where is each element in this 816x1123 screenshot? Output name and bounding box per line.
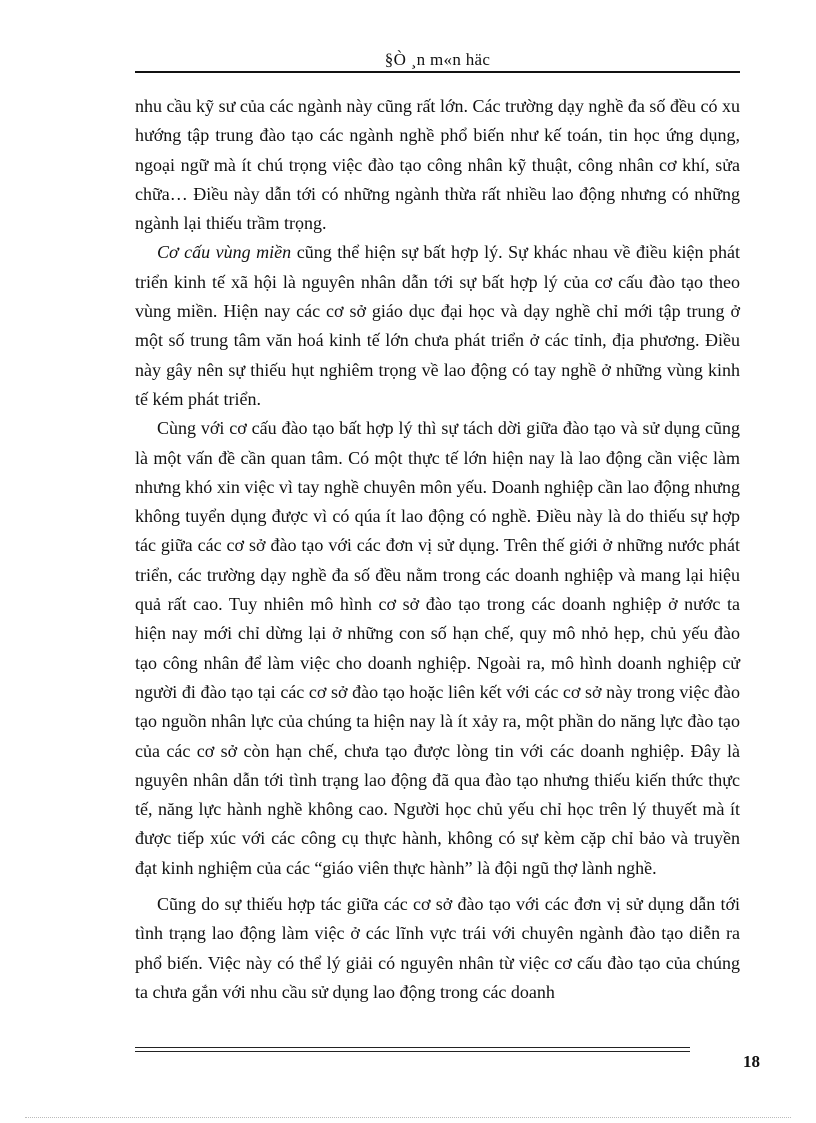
header-divider [135,71,740,73]
paragraph-1: nhu cầu kỹ sư của các ngành này cũng rất lớn. Các trường dạy nghề đa số đều có xu hướng tập trung đào tạo các ngành nghề phổ biến như kế toán, tin học ứng dụng, ngoại ngữ mà ít chú trọng việc đào tạo công nhân kỹ thuật, công nhân cơ khí, sửa chữa… Điều này dẫn tới có những ngành thừa rất nhiều lao động nhưng có những ngành lại thiếu trầm trọng. [135,96,740,234]
page-bottom-edge [25,1117,791,1118]
paragraph-2-italic-lead: Cơ cấu vùng miền [157,242,292,263]
paragraph-2 [135,238,740,414]
document-body [135,92,740,1007]
page-number: 18 [743,1052,760,1071]
paragraph-2-text: cũng thể hiện sự bất hợp lý. Sự khác nhau về điều kiện phát triển kinh tế xã hội là nguyên nhân dẫn tới sự bất hợp lý của cơ cấu đào tạo theo vùng miền. Hiện nay các cơ sở giáo dục đại học và dạy nghề chỉ mới tập trung ở một số trung tâm văn hoá kinh tế lớn chưa phát triển ở các tỉnh, địa phương. Điều này gây nên sự thiếu hụt nghiêm trọng về lao động có tay nghề ở những vùng kinh tế kém phát triển. [135,242,740,409]
page-header-title: §Ò ¸n m«n häc [384,50,491,69]
paragraph-4: Cũng do sự thiếu hợp tác giữa các cơ sở đào tạo với các đơn vị sử dụng dẫn tới tình trạng lao động làm việc ở các lĩnh vực trái với chuyên ngành đào tạo diễn ra phổ biến. Việc này có thể lý giải có nguyên nhân từ việc cơ cấu đào tạo của chúng ta chưa gắn với nhu cầu sử dụng lao động trong các doanh [135,894,740,1002]
paragraph-3: Cùng với cơ cấu đào tạo bất hợp lý thì sự tách dời giữa đào tạo và sử dụng cũng là một vấn đề cần quan tâm. Có một thực tế lớn hiện nay là lao động cần việc làm nhưng khó xin việc vì tay nghề chuyên môn yếu. Doanh nghiệp cần lao động nhưng không tuyển dụng được vì có qúa ít lao động có nghề. Điều này là do thiếu sự hợp tác giữa các cơ sở đào tạo với các đơn vị sử dụng. Trên thế giới ở những nước phát triển, các trường dạy nghề đa số đều nằm trong các doanh nghiệp và mang lại hiệu quả rất cao. Tuy nhiên mô hình cơ sở đào tạo trong các doanh nghiệp ở nước ta hiện nay mới chỉ dừng lại ở những con số hạn chế, quy mô nhỏ hẹp, chủ yếu đào tạo công nhân để làm việc cho doanh nghiệp. Ngoài ra, mô hình doanh nghiệp cử người đi đào tạo tại các cơ sở đào tạo hoặc liên kết với các cơ sở này trong việc đào tạo nguồn nhân lực của chúng ta hiện nay là ít xảy ra, một phần do năng lực đào tạo của các cơ sở còn hạn chế, chưa tạo được lòng tin với các doanh nghiệp. Đây là nguyên nhân dẫn tới tình trạng lao động đã qua đào tạo nhưng thiếu kiến thức thực tế, năng lực hành nghề không cao. Người học chủ yếu chỉ học trên lý thuyết mà ít được tiếp xúc với các công cụ thực hành, không có sự kèm cặp chỉ bảo và truyền đạt kinh nghiệm của các “giáo viên thực hành” là đội ngũ thợ lành nghề. [135,418,740,878]
footer-divider [135,1047,690,1052]
